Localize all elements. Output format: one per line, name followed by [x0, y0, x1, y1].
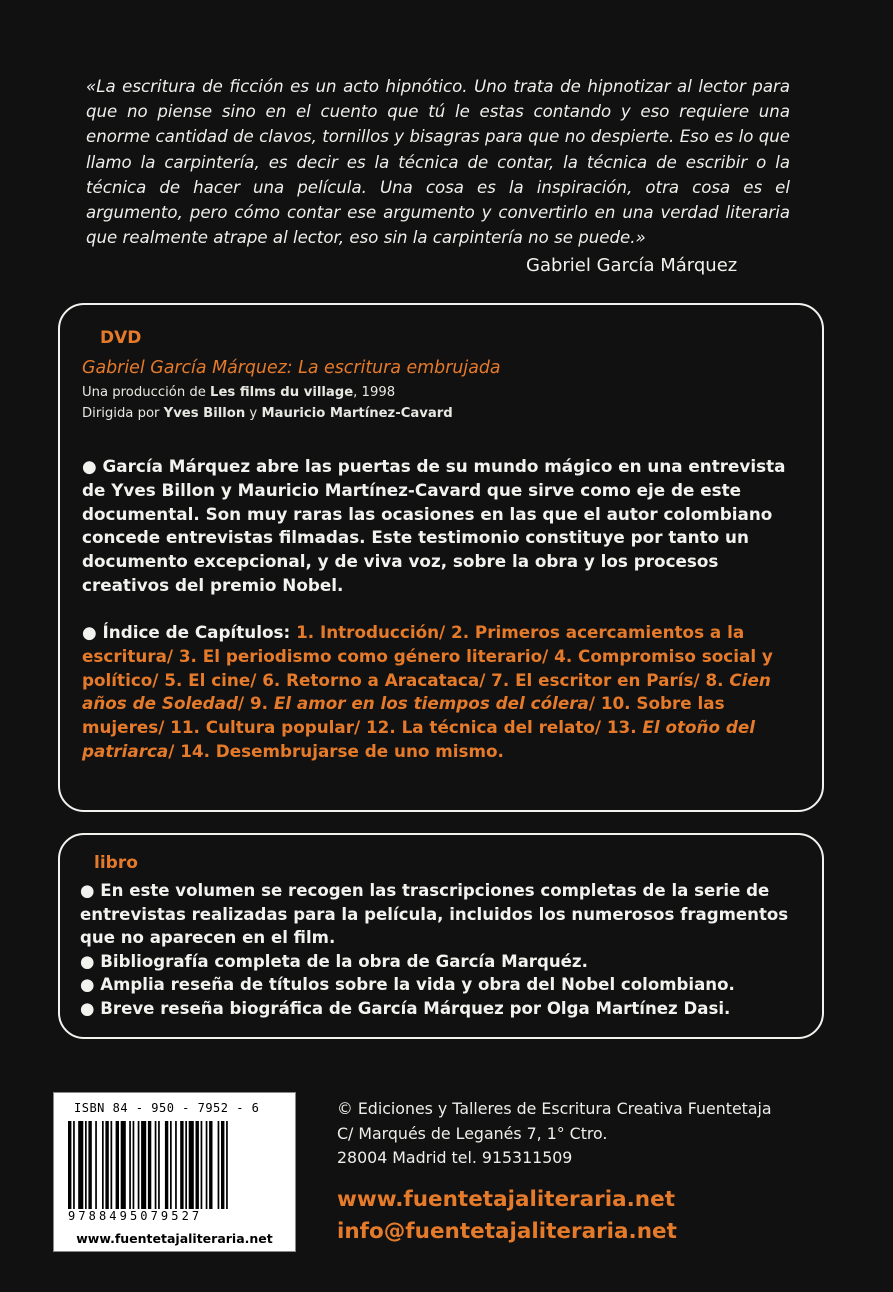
- dvd-description: [82, 455, 794, 598]
- publisher-name: © Ediciones y Talleres de Escritura Creativa Fuentetaja: [337, 1099, 772, 1118]
- dvd-heading: DVD: [100, 328, 142, 348]
- publisher-city-phone: 28004 Madrid tel. 915311509: [337, 1148, 573, 1168]
- production-company: Les films du village: [210, 385, 354, 400]
- ean-number: 9788495079527: [68, 1209, 203, 1223]
- libro-heading: libro: [94, 853, 138, 873]
- list-item-text: Bibliografía completa de la obra de García Marquéz.: [100, 951, 588, 971]
- publisher-address: C/ Marqués de Leganés 7, 1° Ctro.: [337, 1123, 608, 1143]
- epigraph-quote: «La escritura de ficción es un acto hipnótico. Uno trata de hipnotizar al lector para que no piense sino en el cuento que tú le estas contando y eso requiere una enorme cantidad de clavos, tornillos y bisagras para que no despierte. Eso es lo que llamo la carpintería, es decir es la técnica de contar, la técnica de escribir o la técnica de hacer una película. Una cosa es la inspiración, otra cosa es el argumento, pero cómo contar ese argumento y convertirlo en una verdad literaria que realmente atrape al lector, eso sin la carpintería no se puede.»: [86, 77, 790, 248]
- list-item: [80, 973, 800, 997]
- barcode-icon: [64, 1121, 286, 1209]
- director-credit: [82, 406, 453, 421]
- bullet-icon: ●: [80, 881, 101, 900]
- chapter-13-title: El otoño del patriarca: [82, 717, 756, 761]
- website-link[interactable]: www.fuentetajaliteraria.net: [337, 1187, 675, 1212]
- director-2: Mauricio Martínez-Cavard: [261, 406, 453, 421]
- bullet-icon: ●: [82, 456, 103, 476]
- director-prefix: Dirigida por: [82, 406, 164, 421]
- director-and: y: [245, 406, 262, 421]
- director-1: Yves Billon: [163, 406, 246, 421]
- libro-list: [80, 879, 800, 1021]
- quote-author: Gabriel García Márquez: [526, 255, 738, 276]
- bullet-icon: ●: [80, 975, 101, 995]
- chapter-8-title: Cien años de Soledad: [82, 669, 771, 714]
- chapter-14: / 14. Desembrujarse de uno mismo.: [168, 740, 504, 761]
- barcode-url: www.fuentetajaliteraria.net: [76, 1231, 273, 1246]
- bullet-icon: ●: [82, 622, 103, 642]
- chapter-index: [82, 621, 794, 764]
- bullet-icon: ●: [80, 998, 101, 1018]
- isbn-number: ISBN 84 - 950 - 7952 - 6: [74, 1101, 260, 1115]
- libro-panel: [58, 833, 824, 1039]
- list-item: [80, 950, 800, 974]
- dvd-title: Gabriel García Márquez: La escritura embrujada: [82, 358, 501, 378]
- publisher-info: [337, 1097, 772, 1171]
- bullet-icon: ●: [80, 951, 101, 971]
- production-prefix: Una producción de: [82, 385, 211, 400]
- list-item-text: Amplia reseña de títulos sobre la vida y obra del Nobel colombiano.: [100, 975, 735, 995]
- list-item-text: En este volumen se recogen las trascripciones completas de la serie de entrevistas realizadas para la película, incluidos los numerosos fragmentos que no aparecen en el film.: [80, 881, 789, 948]
- list-item: [80, 997, 800, 1021]
- email-link[interactable]: info@fuentetajaliteraria.net: [337, 1219, 677, 1244]
- dvd-panel: [58, 303, 824, 812]
- chapter-index-label: Índice de Capítulos:: [102, 622, 297, 642]
- contact-links: [337, 1184, 677, 1248]
- chapters-1-8: 1. Introducción/ 2. Primeros acercamientos a la escritura/ 3. El periodismo como género literario/ 4. Compromiso social y político/ 5. El cine/ 6. Retorno a Aracataca/ 7. El escritor en París/ 8.: [82, 622, 773, 690]
- dvd-description-text: García Márquez abre las puertas de su mundo mágico en una entrevista de Yves Billon y Mauricio Martínez-Cavard que sirve como eje de este documental. Son muy raras las ocasiones en las que el autor colombiano concede entrevistas filmadas. Este testimonio constituye por tanto un documento excepcional, y de viva voz, sobre la obra y los procesos creativos del premio Nobel.: [82, 456, 786, 595]
- production-credit: [82, 385, 395, 400]
- chapter-9-title: El amor en los tiempos del cólera: [273, 693, 589, 714]
- production-year: , 1998: [353, 385, 396, 400]
- barcode-label: [53, 1092, 296, 1252]
- chapters-10-13: / 10. Sobre las mujeres/ 11. Cultura popular/ 12. La técnica del relato/ 13.: [82, 693, 725, 738]
- chapter-9-prefix: / 9.: [237, 693, 274, 714]
- list-item: [80, 879, 800, 950]
- list-item-text: Breve reseña biográfica de García Márquez por Olga Martínez Dasi.: [100, 998, 731, 1018]
